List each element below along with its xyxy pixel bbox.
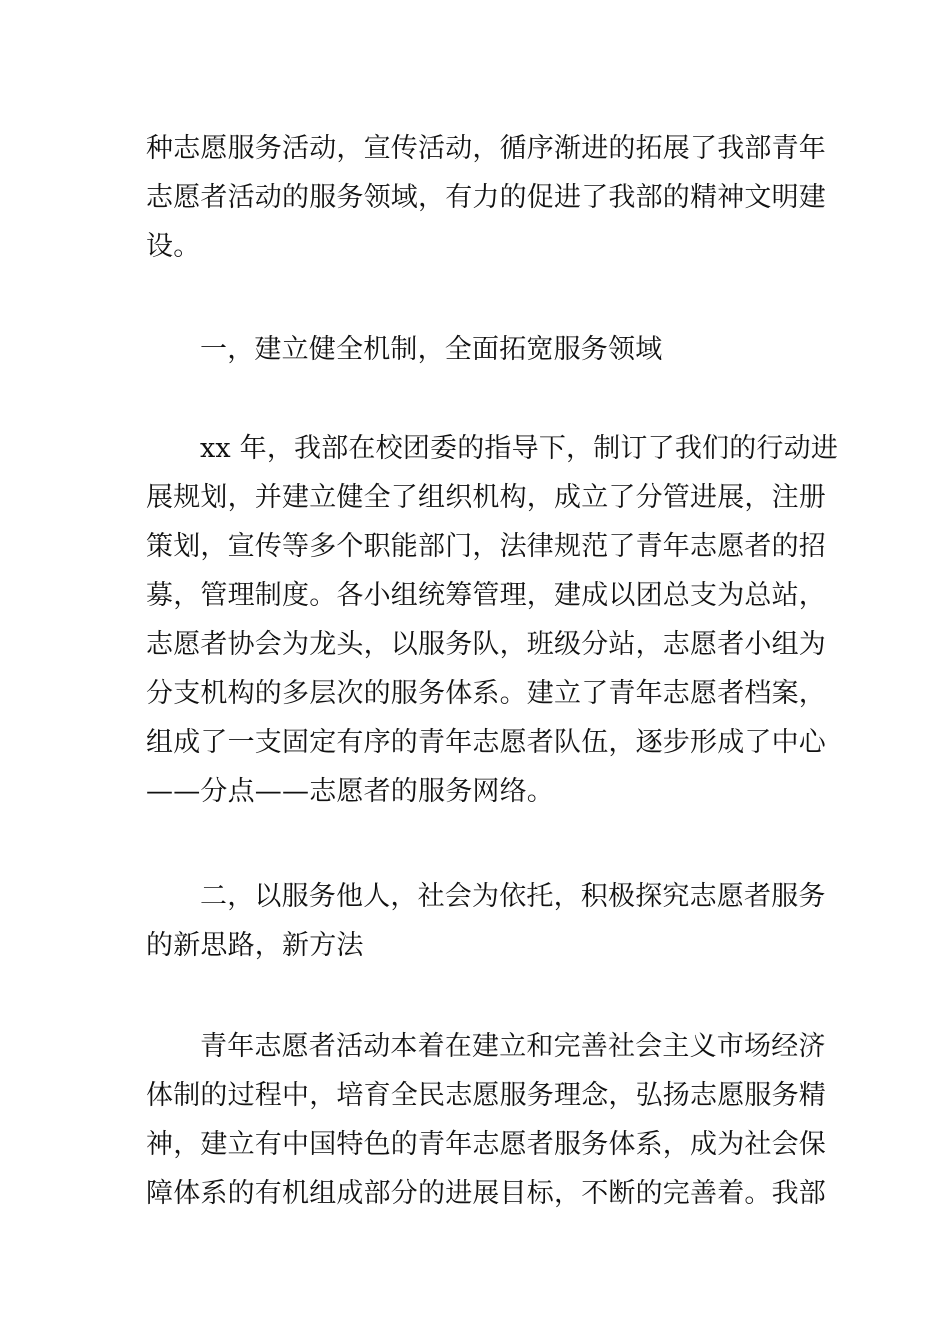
text-line: 种志愿服务活动，宣传活动，循序渐进的拓展了我部青年 xyxy=(146,133,826,164)
text-line: 展规划，并建立健全了组织机构，成立了分管进展，注册 xyxy=(146,482,826,513)
text-line: xx 年，我部在校团委的指导下，制订了我们的行动进 xyxy=(200,433,839,464)
text-line: 体制的过程中，培育全民志愿服务理念，弘扬志愿服务精 xyxy=(146,1080,826,1111)
text-line: 募，管理制度。各小组统筹管理，建成以团总支为总站， xyxy=(146,580,826,611)
text-line: 障体系的有机组成部分的进展目标，不断的完善着。我部 xyxy=(146,1178,826,1209)
text-line: 策划，宣传等多个职能部门，法律规范了青年志愿者的招 xyxy=(146,531,826,562)
section-heading-1 xyxy=(146,325,808,374)
text-line: ——分点——志愿者的服务网络。 xyxy=(146,776,554,807)
text-line: 青年志愿者活动本着在建立和完善社会主义市场经济 xyxy=(200,1031,826,1062)
text-line: 分支机构的多层次的服务体系。建立了青年志愿者档案， xyxy=(146,678,826,709)
text-line: 志愿者活动的服务领域，有力的促进了我部的精神文明建 xyxy=(146,182,826,213)
text-line: 志愿者协会为龙头，以服务队，班级分站，志愿者小组为 xyxy=(146,629,826,660)
text-line: 设。 xyxy=(146,231,201,262)
heading-line: 二，以服务他人，社会为依托，积极探究志愿者服务 xyxy=(200,881,826,912)
text-line: 组成了一支固定有序的青年志愿者队伍，逐步形成了中心 xyxy=(146,727,826,758)
heading-line: 的新思路，新方法 xyxy=(146,930,364,961)
paragraph-section-2-body xyxy=(146,1022,826,1218)
text-line: 神，建立有中国特色的青年志愿者服务体系，成为社会保 xyxy=(146,1129,826,1160)
heading-line: 一，建立健全机制，全面拓宽服务领域 xyxy=(200,334,663,365)
section-heading-2 xyxy=(146,872,826,970)
paragraph-section-1-body xyxy=(146,424,839,816)
paragraph-intro-continuation xyxy=(146,124,826,271)
